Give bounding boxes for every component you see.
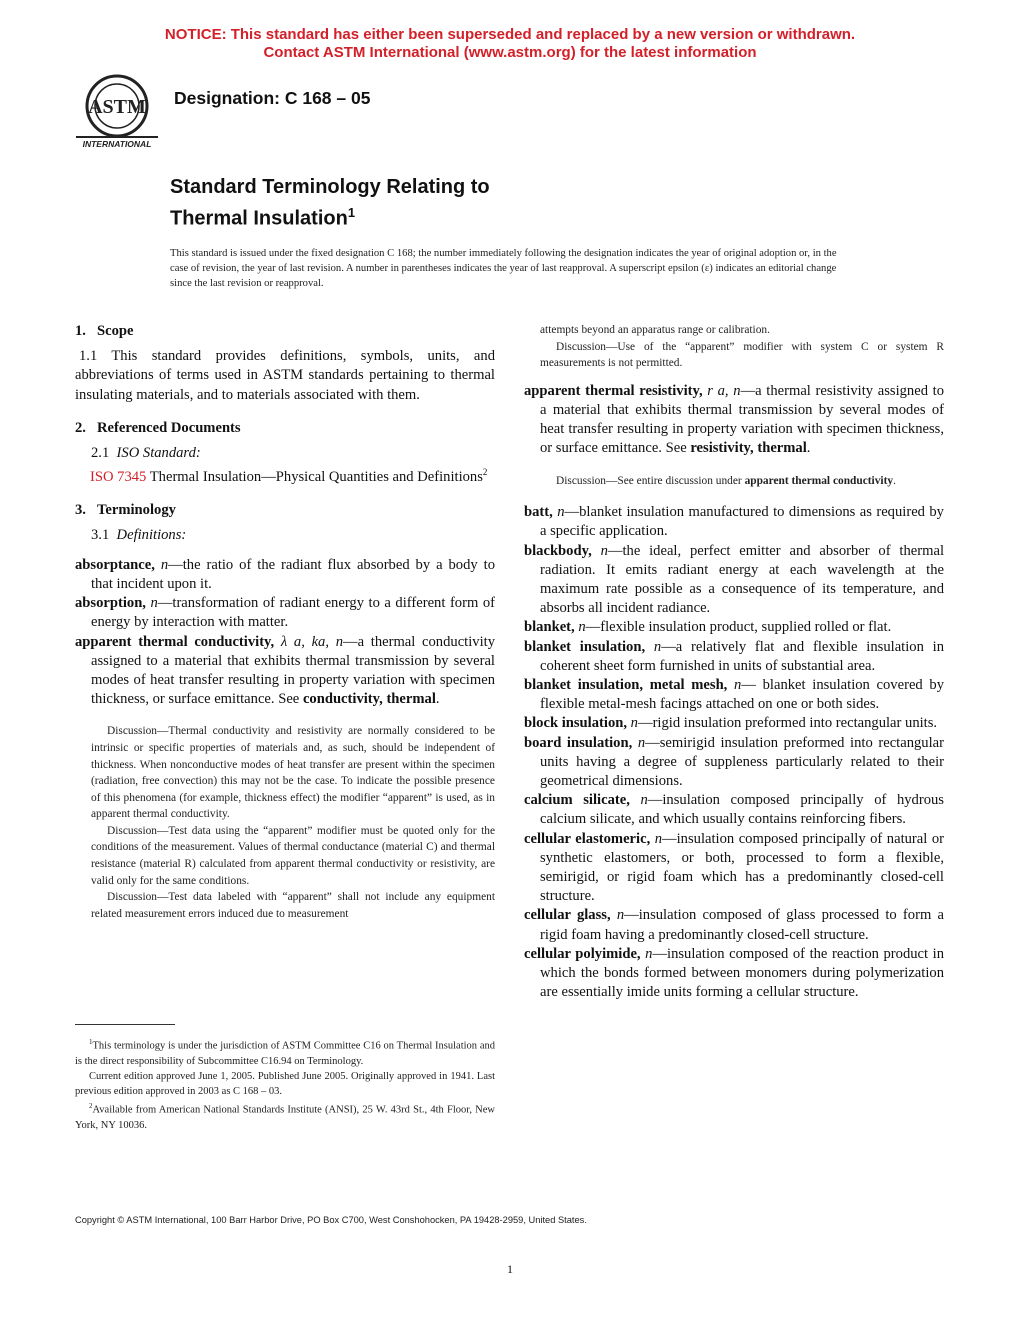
section-number: 3.	[75, 502, 86, 519]
title-line-2: Thermal Insulation	[170, 207, 348, 230]
term-pos: n	[645, 945, 653, 962]
section-heading-text: Scope	[97, 323, 134, 339]
term-entry	[524, 503, 944, 541]
discussion-paragraph	[540, 473, 944, 490]
footnote	[75, 1035, 495, 1069]
term-pos: n	[557, 504, 565, 521]
term-entry	[524, 618, 944, 637]
term-entry	[75, 594, 495, 632]
footnote-mark: 2	[89, 1102, 93, 1111]
term-pos: n	[600, 542, 608, 559]
term-definition: —flexible insulation product, supplied rolled or flat.	[585, 619, 892, 636]
term-pos: n	[637, 734, 646, 751]
term-pos: n	[150, 595, 158, 612]
term-pos: n	[733, 382, 741, 399]
footnote-mark: 1	[89, 1038, 93, 1046]
title-footnote-mark: 1	[347, 205, 356, 220]
term-entry	[75, 556, 495, 594]
term-entry	[524, 906, 944, 944]
term-entry	[524, 830, 944, 907]
term-name: block insulation,	[524, 715, 628, 732]
term-entry	[524, 714, 944, 733]
term-end: .	[435, 691, 440, 708]
term-name: apparent thermal resistivity,	[524, 382, 703, 399]
iso-reference	[75, 463, 495, 487]
term-definition: —transformation of radiant energy to a different form of energy by interaction with matter.	[91, 595, 495, 631]
see-reference: resistivity, thermal	[690, 440, 807, 457]
subsection-number: 2.1	[91, 445, 110, 462]
subsection-label: ISO Standard:	[116, 445, 201, 462]
term-definition: —insulation composed of glass processed to form a rigid foam having a predominantly closed-cell structure.	[540, 907, 944, 943]
footnote	[75, 1069, 495, 1099]
astm-logo	[72, 74, 162, 150]
left-column	[75, 322, 495, 922]
term-definition: —insulation composed principally of natural or synthetic elastomers, or both, processed to form a flexible, semirigid, or rigid foam which has a predominantly closed-cell structure.	[540, 830, 944, 905]
section-referenced-heading	[75, 419, 495, 438]
see-reference: conductivity, thermal	[302, 691, 436, 708]
discussion-continuation: attempts beyond an apparatus range or calibration.	[540, 324, 770, 336]
term-definition: —a thermal resistivity assigned to a material that exhibits thermal transmission by several modes of heat transfer resulting in property variation with specimen thickness, or surface emittance. See	[540, 382, 945, 457]
notice-line-1: NOTICE: This standard has either been superseded and replaced by a new version or withdrawn.	[164, 26, 856, 43]
term-definition: —the ideal, perfect emitter and absorber of thermal radiation. It emits radiant energy at each wavelength at the maximum rate possible as a consequence of its temperature, and absorbs all incident radiance.	[540, 542, 944, 617]
term-name: absorptance,	[75, 556, 155, 573]
subsection-label: Definitions:	[116, 527, 187, 544]
discussion-paragraph: Discussion—Thermal conductivity and resistivity are normally considered to be intrinsic or specific properties of materials and, as such, should be independent of thickness. When nonconductive modes of heat transfer are present within the specimen (radiation, free convection) this may not be the case. To indicate the possible presence of this phenomena (for example, thickness effect) the modifier “apparent” is used, as in apparent thermal conductivity.	[91, 725, 495, 821]
referenced-subsection	[75, 444, 495, 463]
discussion-paragraph: Discussion—Test data labeled with “apparent” shall not include any equipment related measurement errors induced due to measurement	[91, 891, 495, 920]
logo-caption: INTERNATIONAL	[82, 139, 152, 149]
right-term-list	[524, 503, 944, 1002]
term-name: blanket insulation, metal mesh,	[524, 677, 728, 694]
term-pos: n	[160, 556, 169, 573]
term-definition: —a thermal conductivity assigned to a material that exhibits thermal transmission by several modes of heat transfer resulting in property variation with specimen thickness, or surface emittance. See	[91, 633, 495, 708]
term-entry-apparent-resistivity	[524, 382, 944, 459]
astm-logo-icon	[72, 74, 162, 150]
discussion-paragraph: Discussion—Test data using the “apparent” modifier must be quoted only for the conditions of the measurement. Values of thermal conductance (material C) and thermal resistance (material R) calculated from apparent thermal conductivity or resistivity, are valid only for the same conditions.	[91, 824, 495, 887]
term-name: calcium silicate,	[524, 792, 630, 809]
discussion-end: .	[893, 474, 896, 487]
term-pos: n	[640, 792, 648, 809]
term-pos: n	[654, 830, 663, 847]
section-number: 1.	[75, 323, 86, 339]
right-column	[524, 322, 944, 1002]
section-terminology-heading	[75, 501, 495, 520]
section-scope-heading	[75, 322, 495, 341]
footnote-text: This terminology is under the jurisdiction of ASTM Committee C16 on Thermal Insulation and is the direct responsibility of Subcommittee C16.94 on Terminology.	[75, 1040, 495, 1067]
discussion-text: Discussion—See entire discussion under	[556, 474, 745, 487]
term-entry	[524, 945, 944, 1003]
iso-code-link[interactable]: ISO 7345	[90, 469, 147, 486]
term-symbols: λ a, ka,	[280, 633, 329, 650]
term-name: blanket insulation,	[524, 638, 646, 655]
footnotes	[75, 1024, 495, 1133]
subsection-number: 3.1	[91, 527, 110, 544]
term-name: blackbody,	[524, 542, 592, 559]
notice-line-2: Contact ASTM International (www.astm.org) for the latest information	[263, 44, 757, 61]
title-line-1: Standard Terminology Relating to	[170, 176, 490, 198]
term-symbols: r a,	[707, 382, 729, 399]
superseded-notice	[0, 26, 1020, 62]
term-entry	[524, 676, 944, 714]
term-definition: —insulation composed principally of hydrous calcium silicate, and which usually contains reinforcing fibers.	[540, 792, 944, 828]
term-definition: —insulation composed of the reaction product in which the bonds formed between monomers during polymerization are essentially imide units forming a cellular structure.	[540, 945, 944, 1001]
term-name: absorption,	[75, 595, 146, 612]
term-definition: —the ratio of the radiant flux absorbed by a body to that incident upon it.	[91, 556, 495, 592]
term-name: cellular polyimide,	[524, 945, 641, 962]
footnote	[75, 1099, 495, 1133]
term-pos: n	[578, 619, 586, 636]
term-pos: n	[653, 638, 662, 655]
term-definition: —semirigid insulation preformed into rectangular units having a degree of suppleness particularly related to their geometrical dimensions.	[540, 734, 944, 790]
terminology-subsection	[75, 526, 495, 545]
term-pos: n	[630, 715, 638, 732]
term-name: cellular glass,	[524, 907, 611, 924]
term-entry-apparent-conductivity	[75, 633, 495, 710]
term-entry	[524, 542, 944, 619]
designation: Designation: C 168 – 05	[174, 88, 371, 108]
term-name: batt,	[524, 504, 553, 521]
page-title	[170, 174, 490, 232]
term-entry	[524, 791, 944, 829]
term-entry	[524, 734, 944, 792]
iso-footnote-mark: 2	[482, 467, 488, 478]
term-pos: n	[734, 677, 742, 694]
page-number: 1	[507, 1262, 513, 1276]
copyright: Copyright © ASTM International, 100 Barr Harbor Drive, PO Box C700, West Conshohocken, PA 19428-2959, United States.	[75, 1215, 587, 1225]
term-name: blanket,	[524, 619, 575, 636]
issued-note: This standard is issued under the fixed designation C 168; the number immediately following the designation indicates the year of original adoption or, in the case of revision, the year of last revision. A number in parentheses indicates the year of last reapproval. A superscript epsilon (ε) indicates an editorial change since the last revision or reapproval.	[170, 248, 837, 289]
term-name: cellular elastomeric,	[524, 830, 651, 847]
footnote-rule	[75, 1024, 175, 1025]
section-number: 2.	[75, 419, 86, 436]
discussion-reference: apparent thermal conductivity	[744, 474, 894, 487]
section-heading-text: Referenced Documents	[97, 419, 241, 436]
term-name: apparent thermal conductivity,	[75, 633, 275, 650]
discussion-paragraph: Discussion—Use of the “apparent” modifier with system C or system R measurements is not permitted.	[540, 340, 944, 370]
term-pos: n	[616, 907, 625, 924]
scope-paragraph: 1.1 This standard provides definitions, symbols, units, and abbreviations of terms used in ASTM standards pertaining to thermal insulating materials, and to materials associated with them.	[75, 348, 495, 403]
term-definition: —blanket insulation manufactured to dimensions as required by a specific application.	[540, 504, 944, 540]
term-definition: — blanket insulation covered by flexible metal-mesh facings attached on one or both sides.	[540, 677, 945, 713]
footnote-text: Available from American National Standards Institute (ANSI), 25 W. 43rd St., 4th Floor, New York, NY 10036.	[75, 1104, 495, 1132]
term-end: .	[806, 440, 811, 457]
iso-title: Thermal Insulation—Physical Quantities and Definitions	[149, 469, 483, 486]
term-entry	[524, 638, 944, 676]
term-definition: —rigid insulation preformed into rectangular units.	[637, 715, 938, 732]
term-name: board insulation,	[524, 734, 633, 751]
term-pos: n	[335, 633, 343, 650]
footnote-text: Current edition approved June 1, 2005. Published June 2005. Originally approved in 1941. Last previous edition approved in 2003 as C 168 – 03.	[75, 1070, 495, 1098]
logo-letters: ASTM	[88, 96, 146, 118]
section-heading-text: Terminology	[97, 502, 176, 519]
term-definition: —a relatively flat and flexible insulation in coherent sheet form furnished in units of substantial area.	[540, 638, 944, 674]
